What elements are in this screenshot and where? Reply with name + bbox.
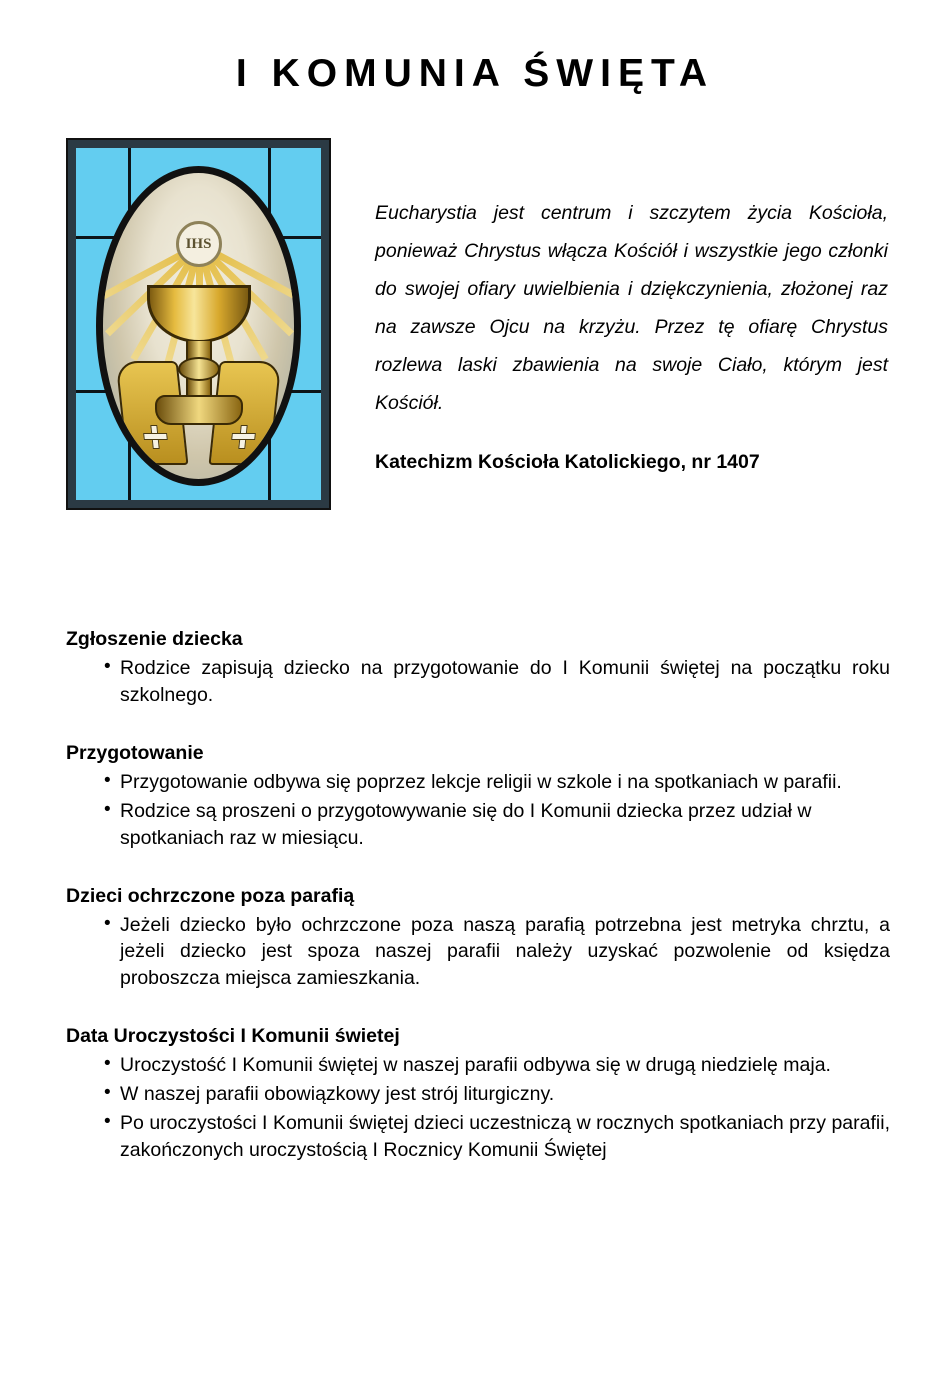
quote-text: Eucharystia jest centrum i szczytem życia Kościoła, ponieważ Chrystus włącza Kościół i wszystkie jego członki do swojej ofiary uwielbienia i dziękczynienia, złożonej raz na zawsze Ojcu na krzyżu. Przez tę ofiarę Chrystus rozlewa laski zbawienia na swoje Ciało, którym jest Kościół. — [375, 202, 888, 415]
section-data-uroczystosci — [66, 1025, 890, 1164]
list-item: • W naszej parafii obowiązkowy jest strój liturgiczny. — [104, 1081, 890, 1108]
intro-section — [0, 138, 950, 510]
list-item: • Po uroczystości I Komunii świętej dzieci uczestniczą w rocznych spotkaniach przy parafii, zakończonych uroczystością I Rocznicy Komunii Świętej — [104, 1110, 890, 1164]
chalice-cup — [147, 285, 251, 343]
section-heading: Data Uroczystości I Komunii świetej — [66, 1025, 400, 1048]
section-list — [66, 655, 890, 709]
sections-container — [0, 628, 950, 1164]
list-item: • Rodzice zapisują dziecko na przygotowanie do I Komunii świętej na początku roku szkolnego. — [104, 655, 890, 709]
section-list — [66, 912, 890, 993]
stained-glass-window-image — [66, 138, 331, 510]
section-przygotowanie — [66, 742, 890, 852]
quote-block — [331, 138, 888, 500]
section-list — [66, 769, 890, 852]
section-heading: Dzieci ochrzczone poza parafią — [66, 884, 355, 907]
ihs-host-icon: IHS — [176, 221, 222, 267]
section-list — [66, 1052, 890, 1164]
cross-icon — [230, 425, 254, 447]
section-heading: Przygotowanie — [66, 741, 204, 764]
chalice-base — [155, 395, 243, 425]
cross-icon — [142, 425, 166, 447]
document-page — [0, 52, 950, 1396]
section-dzieci-ochrzczone-poza-parafia — [66, 885, 890, 993]
oval-medallion — [96, 166, 301, 486]
list-item: • Przygotowanie odbywa się poprzez lekcje religii w szkole i na spotkaniach w parafii. — [104, 769, 890, 796]
list-item: • Uroczystość I Komunii świętej w naszej parafii odbywa się w drugą niedzielę maja. — [104, 1052, 890, 1079]
quote-source: Katechizm Kościoła Katolickiego, nr 1407 — [375, 451, 760, 474]
list-item: • Rodzice są proszeni o przygotowywanie się do I Komunii dziecka przez udział w spotkaniach raz w miesiącu. — [104, 798, 890, 852]
page-title: I KOMUNIA ŚWIĘTA — [235, 52, 715, 95]
section-zgloszenie-dziecka — [66, 628, 890, 709]
chalice-knob — [178, 357, 220, 381]
section-heading: Zgłoszenie dziecka — [66, 628, 243, 650]
list-item: • Jeżeli dziecko było ochrzczone poza naszą parafią potrzebna jest metryka chrztu, a jeżeli dziecko jest spoza naszej parafii należy uzyskać pozwolenie od księdza proboszcza miejsca zamieszkania. — [104, 912, 890, 993]
